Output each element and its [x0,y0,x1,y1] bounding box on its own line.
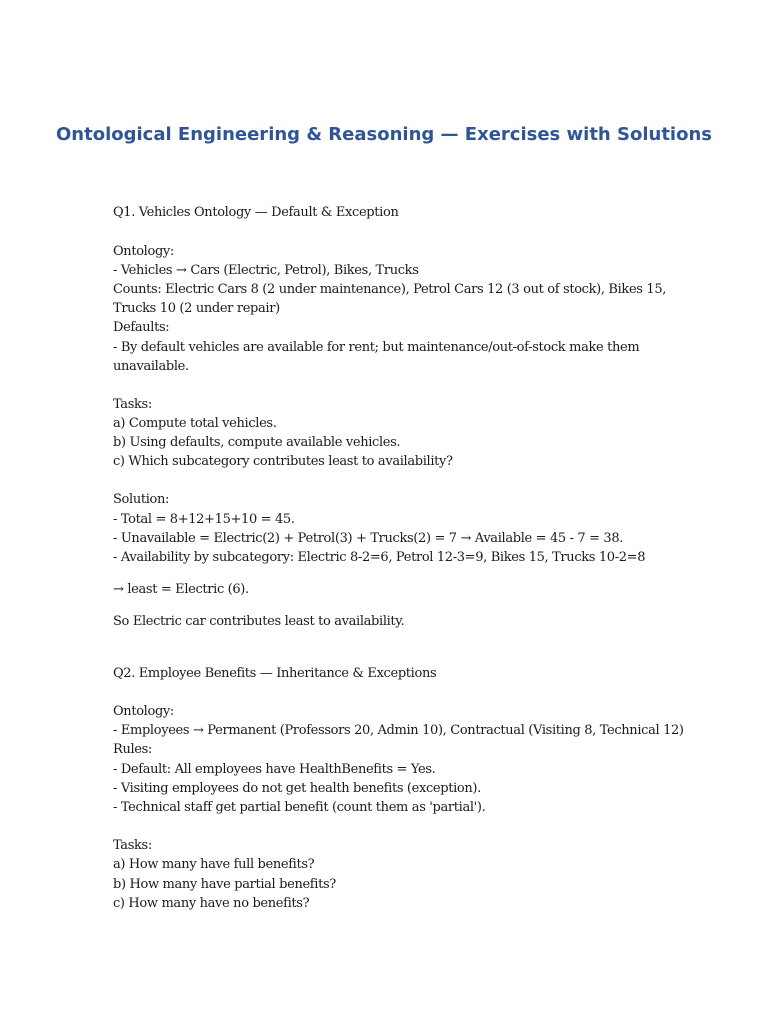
q1-solution-conclusion: So Electric car contributes least to availability. [113,614,405,629]
q1-defaults-line-2: unavailable. [113,359,189,374]
q1-heading: Q1. Vehicles Ontology — Default & Exception [113,205,399,220]
q2-ontology-label: Ontology: [113,704,174,719]
q1-counts-line-2: Trucks 10 (2 under repair) [113,301,280,316]
q1-defaults-label: Defaults: [113,320,170,335]
q1-counts-line-1: Counts: Electric Cars 8 (2 under maintenance), Petrol Cars 12 (3 out of stock), Bikes 15, [113,282,667,297]
q1-ontology-label: Ontology: [113,244,174,259]
q1-solution-least: → least = Electric (6). [113,582,249,597]
q1-task-b: b) Using defaults, compute available vehicles. [113,435,401,450]
q1-solution-label: Solution: [113,492,170,507]
q2-heading: Q2. Employee Benefits — Inheritance & Exceptions [113,666,437,681]
q2-rule-2: - Visiting employees do not get health benefits (exception). [113,781,481,796]
q2-rules-label: Rules: [113,742,152,757]
q2-task-a: a) How many have full benefits? [113,857,315,872]
q1-ontology-line: - Vehicles → Cars (Electric, Petrol), Bikes, Trucks [113,263,419,278]
q2-rule-3: - Technical staff get partial benefit (count them as 'partial'). [113,800,486,815]
q2-task-c: c) How many have no benefits? [113,896,310,911]
q1-solution-total: - Total = 8+12+15+10 = 45. [113,512,295,527]
q1-task-a: a) Compute total vehicles. [113,416,277,431]
q1-task-c: c) Which subcategory contributes least to availability? [113,454,453,469]
q2-ontology-line: - Employees → Permanent (Professors 20, Admin 10), Contractual (Visiting 8, Technical 12) [113,723,684,738]
q1-solution-by-subcategory: - Availability by subcategory: Electric 8-2=6, Petrol 12-3=9, Bikes 15, Trucks 10-2=8 [113,550,646,565]
q1-solution-unavailable: - Unavailable = Electric(2) + Petrol(3) + Trucks(2) = 7 → Available = 45 - 7 = 38. [113,531,624,546]
q1-tasks-label: Tasks: [113,397,152,412]
q2-tasks-label: Tasks: [113,838,152,853]
page-title: Ontological Engineering & Reasoning — Exercises with Solutions [55,124,712,145]
q1-defaults-line-1: - By default vehicles are available for rent; but maintenance/out-of-stock make them [113,340,640,355]
q2-rule-1: - Default: All employees have HealthBenefits = Yes. [113,762,436,777]
q2-task-b: b) How many have partial benefits? [113,877,336,892]
